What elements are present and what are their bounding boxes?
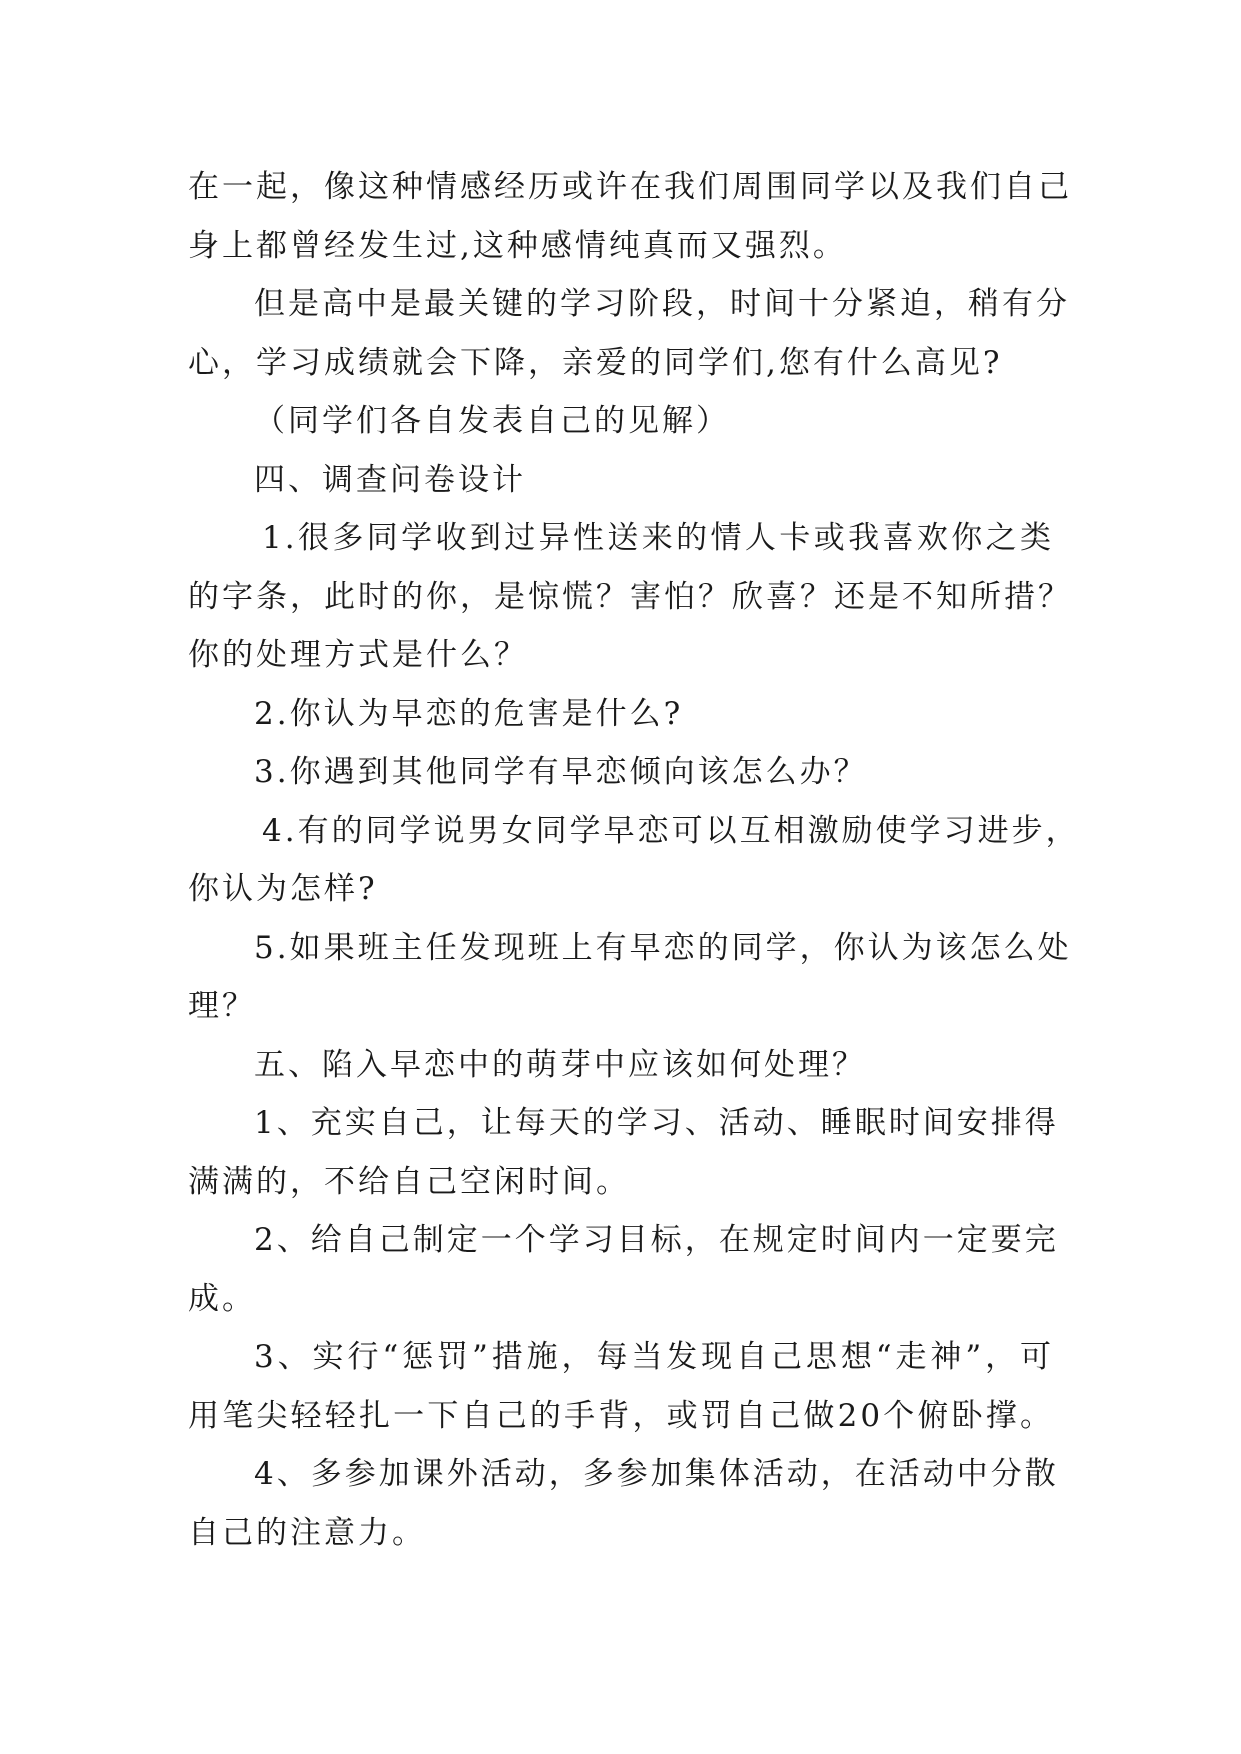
text-line: 自己的注意力。 — [188, 1514, 426, 1551]
text-line: 5.如果班主任发现班上有早恋的同学，你认为该怎么处 — [254, 929, 1072, 966]
text-line: 3、实行“惩罚”措施，每当发现自己思想“走神”，可 — [254, 1339, 1054, 1375]
text-line: 的字条，此时的你，是惊慌？害怕？欣喜？还是不知所措？ — [188, 578, 1072, 615]
text-line: 1、充实自己，让每天的学习、活动、睡眠时间安排得 — [254, 1105, 1059, 1141]
text-line: 2、给自己制定一个学习目标，在规定时间内一定要完 — [254, 1222, 1059, 1258]
text-line: 1.很多同学收到过异性送来的情人卡或我喜欢你之类 — [262, 520, 1054, 556]
text-line: 你的处理方式是什么？ — [188, 637, 528, 673]
text-line: 用笔尖轻轻扎一下自己的手背，或罚自己做20个俯卧撑。 — [188, 1397, 1054, 1434]
text-line: （同学们各自发表自己的见解） — [254, 403, 730, 439]
text-line: 在一起，像这种情感经历或许在我们周围同学以及我们自己 — [188, 169, 1072, 205]
text-line: 满满的，不给自己空闲时间。 — [188, 1163, 630, 1200]
text-line: 身上都曾经发生过,这种感情纯真而又强烈。 — [188, 227, 847, 264]
text-line: 3.你遇到其他同学有早恋倾向该怎么办？ — [254, 754, 868, 790]
document-body — [188, 158, 1080, 1562]
section-heading: 四、调查问卷设计 — [254, 461, 526, 498]
text-line: 但是高中是最关键的学习阶段，时间十分紧迫，稍有分 — [254, 286, 1070, 322]
section-heading: 五、陷入早恋中的萌芽中应该如何处理？ — [254, 1046, 866, 1083]
text-line: 成。 — [188, 1280, 256, 1317]
text-line: 理？ — [188, 988, 256, 1024]
text-line: 4、多参加课外活动，多参加集体活动，在活动中分散 — [254, 1456, 1059, 1492]
text-line: 你认为怎样? — [188, 871, 378, 907]
text-line: 心，学习成绩就会下降，亲爱的同学们,您有什么高见? — [188, 344, 1003, 381]
text-line: 4.有的同学说男女同学早恋可以互相激励使学习进步， — [262, 812, 1080, 849]
text-line: 2.你认为早恋的危害是什么? — [254, 695, 684, 732]
